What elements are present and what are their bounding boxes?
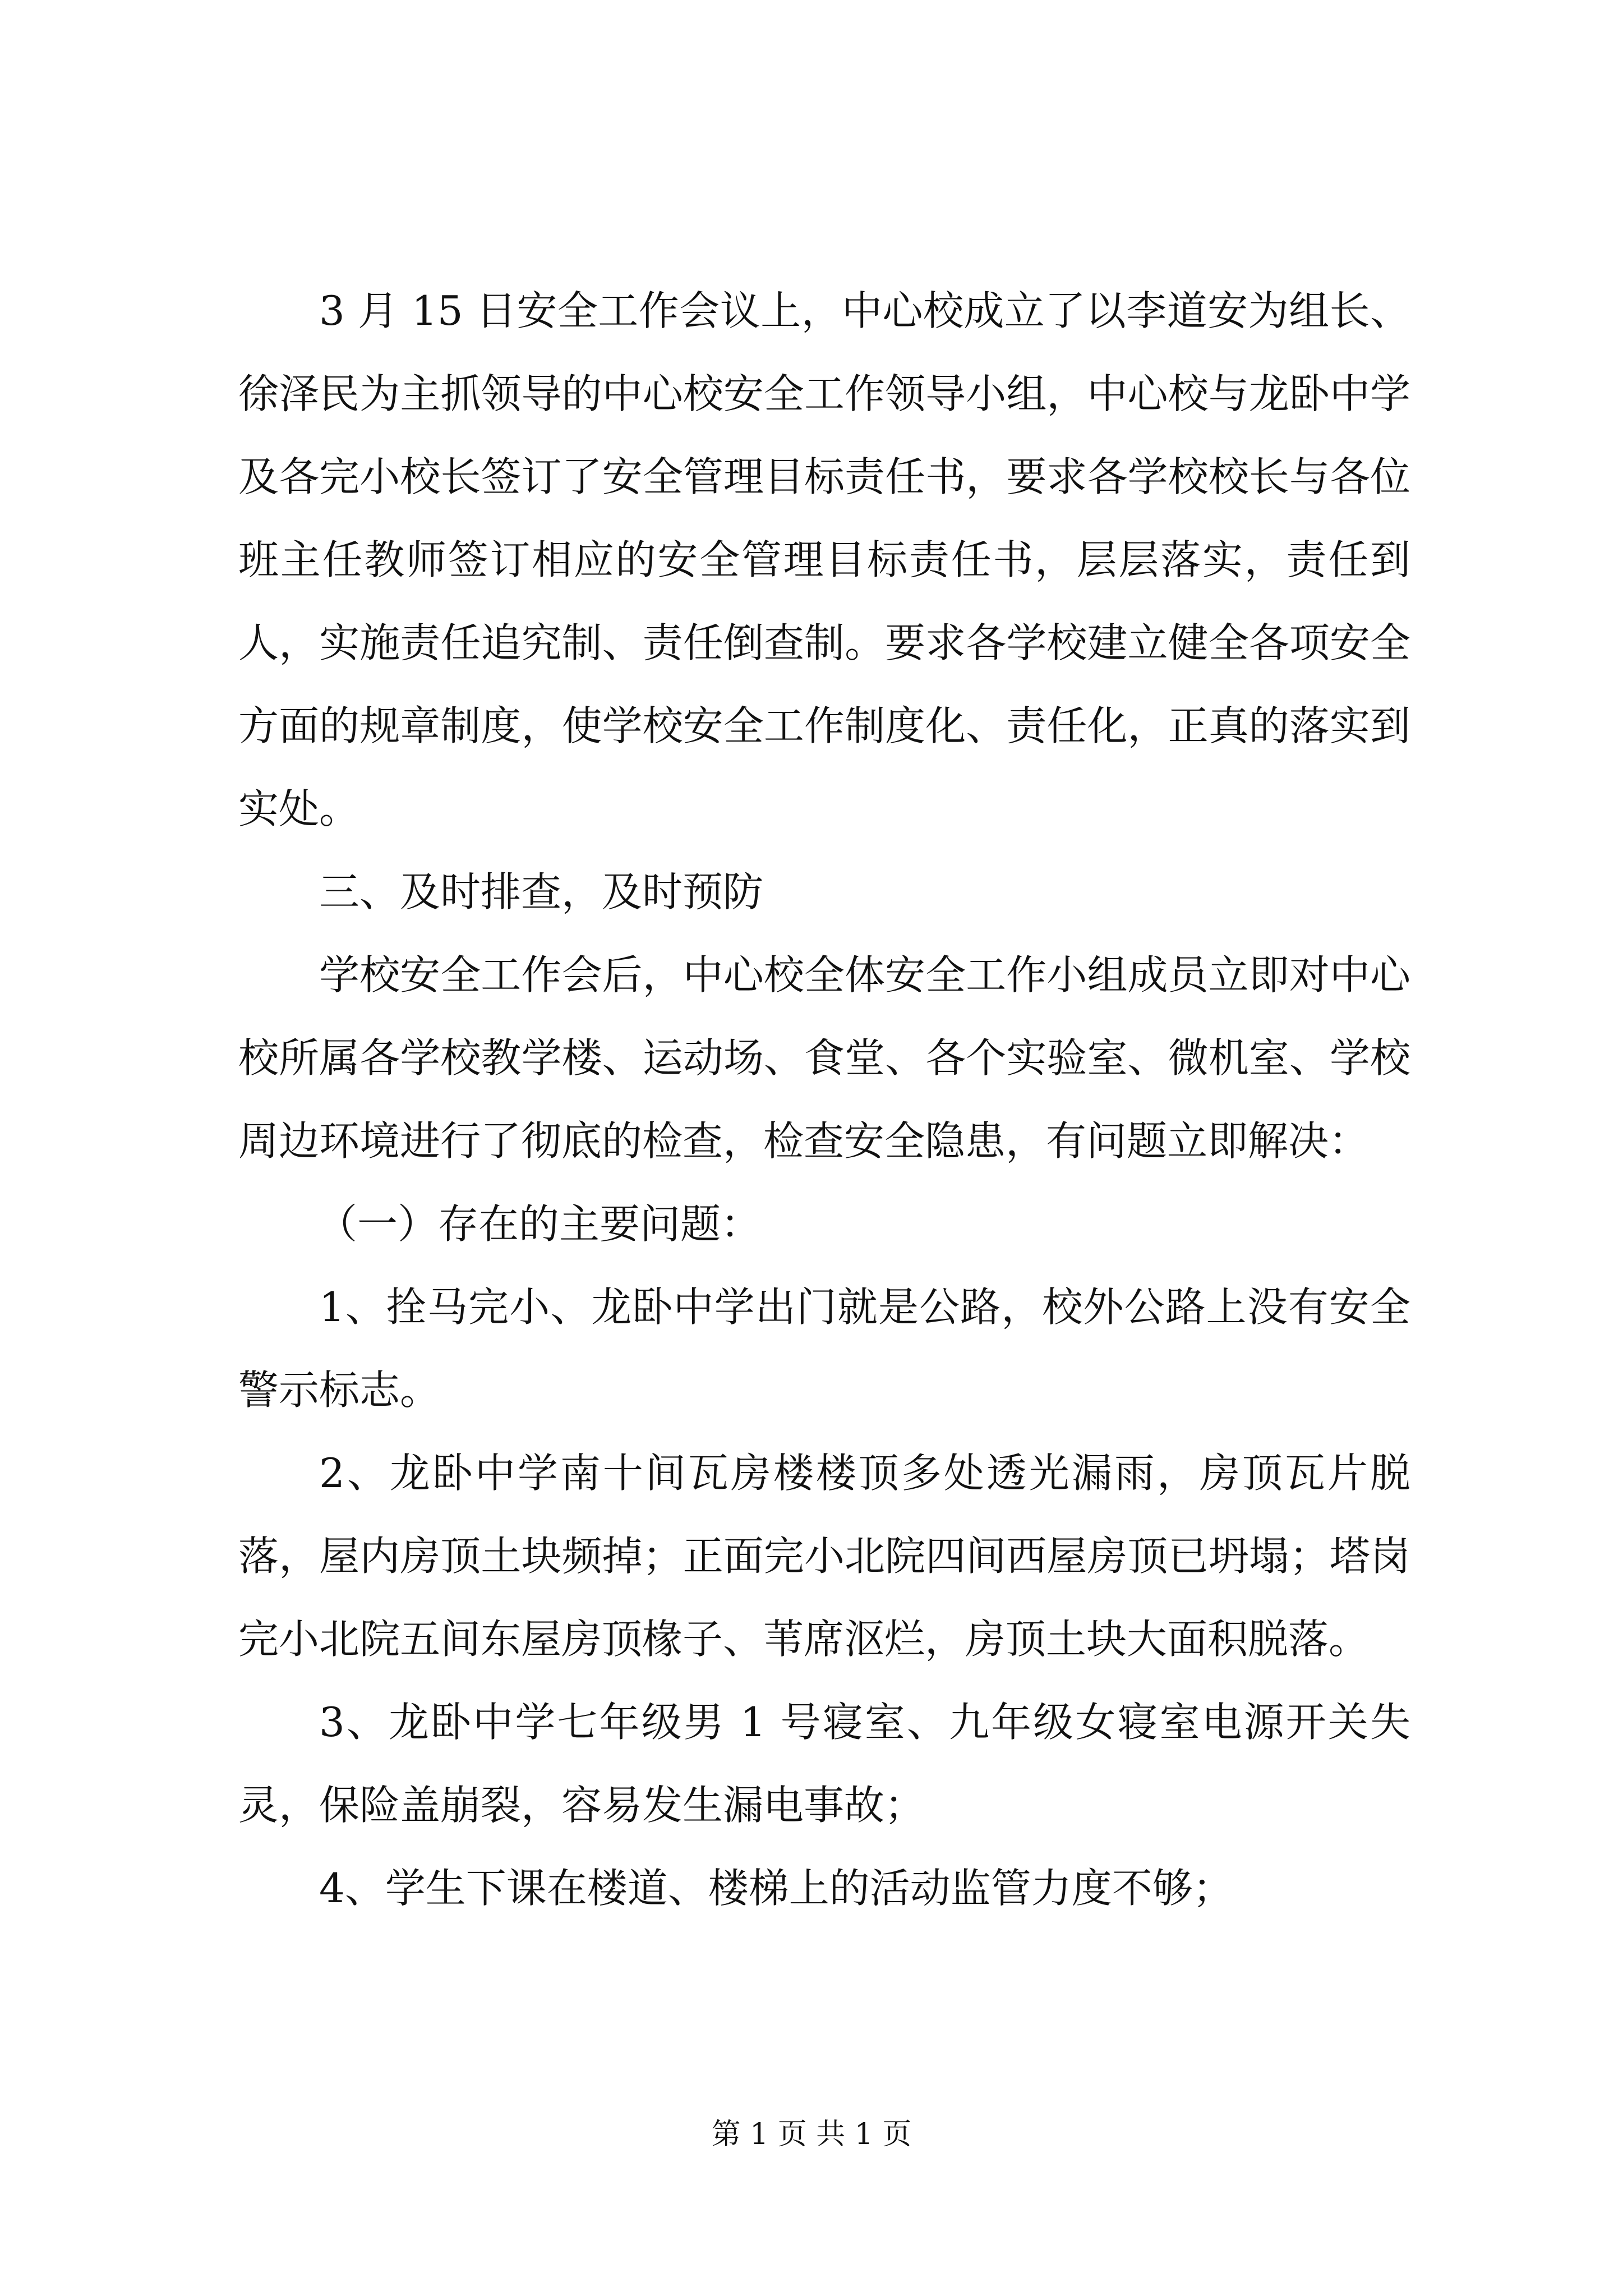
list-item-problem-4: 4、学生下课在楼道、楼梯上的活动监管力度不够； (319, 1865, 1233, 1912)
paragraph-inspection: 学校安全工作会后，中心校全体安全工作小组成员立即对中心校所属各学校教学楼、运动场、食堂、各个实验室、微机室、学校周边环境进行了彻底的检查，检查安全隐患，有问题立即解决： (238, 951, 1410, 1165)
subheading-main-problems: （一）存在的主要问题： (317, 1200, 762, 1248)
page-number-footer: 第 1 页 共 1 页 (711, 2118, 912, 2151)
list-item-problem-3: 3、龙卧中学七年级男 1 号寝室、九年级女寝室电源开关失灵，保险盖崩裂，容易发生漏电事故； (238, 1699, 1410, 1829)
paragraph-safety-meeting: 3 月 15 日安全工作会议上，中心校成立了以李道安为组长、徐泽民为主抓领导的中心校安全工作领导小组，中心校与龙卧中学及各完小校长签订了安全管理目标责任书，要求各学校校长与各位班主任教师签订相应的安全管理目标责任书，层层落实，责任到人，实施责任追究制、责任倒查制。要求各学校建立健全各项安全方面的规章制度，使学校安全工作制度化、责任化，正真的落实到实处。 (238, 287, 1410, 832)
section-heading-inspection: 三、及时排查，及时预防 (319, 868, 764, 915)
list-item-problem-2: 2、龙卧中学南十间瓦房楼楼顶多处透光漏雨，房顶瓦片脱落，屋内房顶土块频掉；正面完小北院四间西屋房顶已坍塌；塔岗完小北院五间东屋房顶椽子、苇席沤烂，房顶土块大面积脱落。 (238, 1450, 1410, 1663)
list-item-problem-1: 1、拴马完小、龙卧中学出门就是公路，校外公路上没有安全警示标志。 (238, 1283, 1410, 1414)
document-body (238, 269, 1410, 1930)
